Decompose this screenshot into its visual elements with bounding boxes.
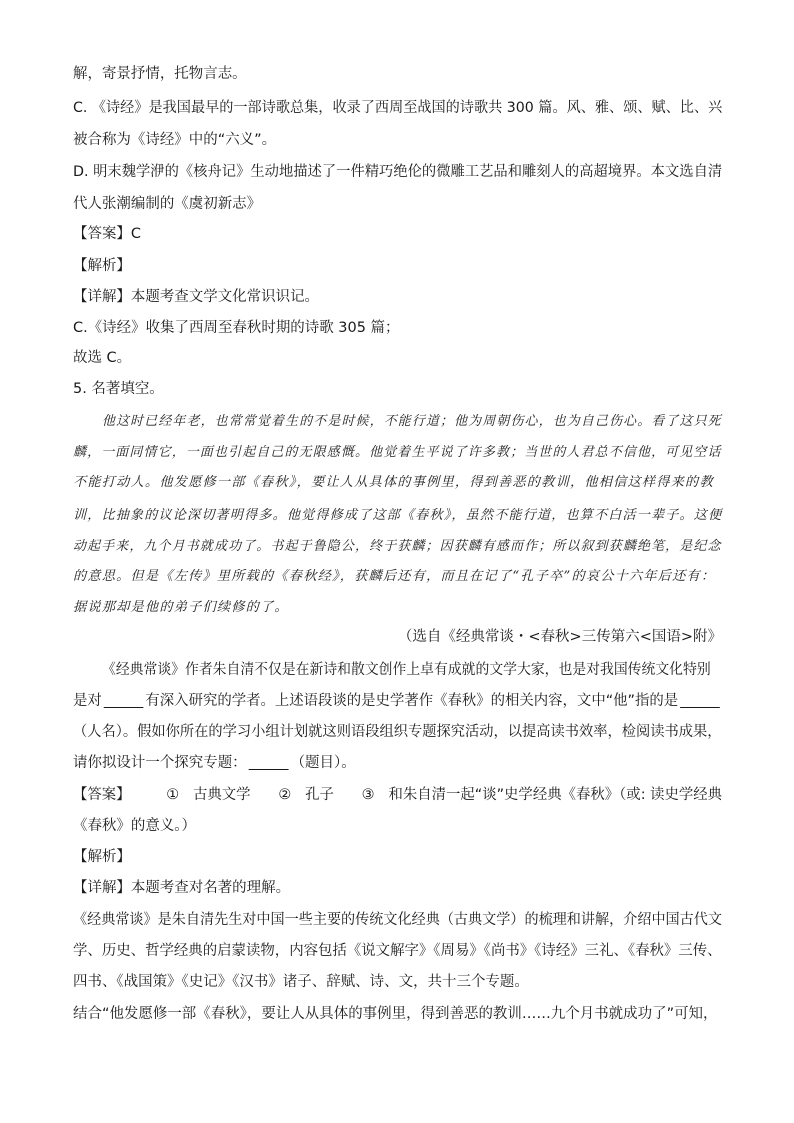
question-paragraph <box>73 691 718 711</box>
quote-source: （选自《经典常谈・<春秋>三传第六<国语>附》 <box>397 629 722 645</box>
answer-item: 和朱自清一起“谈”史学经典《春秋》（或: 读史学经典 <box>388 787 723 803</box>
text-line: 学、历史、哲学经典的启蒙读物，内容包括《说文解字》《周易》《尚书》《诗经》三礼、《春秋》三传、 <box>73 943 722 959</box>
question-paragraph <box>73 753 722 773</box>
question-title: 5. 名著填空。 <box>73 381 164 397</box>
detail-line: 【详解】本题考查对名著的理解。 <box>73 880 291 896</box>
detail-line: 【详解】本题考查文学文化常识识记。 <box>73 289 320 305</box>
text-span: （题目）。 <box>290 755 356 771</box>
answer-number: ① <box>166 787 180 803</box>
option-c-line: C. 《诗经》是我国最早的一部诗歌总集，收录了西周至战国的诗歌共 300 篇。风、雅、颂、赋、比、兴 <box>73 100 723 116</box>
quote-line: 不能打动人。他发愿修一部《春秋》，要让人从具体的事例里，得到善恶的教训，他相信这样得来的教 <box>73 475 714 490</box>
answer-number: ③ <box>361 787 375 803</box>
text-line: 四书、《战国策》《史记》《汉书》诸子、辞赋、诗、文，共十三个专题。 <box>73 974 529 990</box>
quote-line: 他这时已经年老，也常常觉着生的不是时候，不能行道；他为周朝伤心，也为自己伤心。看了这只死 <box>102 414 722 429</box>
option-d-line: D. 明末魏学洢的《核舟记》生动地描述了一件精巧绝伦的微雕工艺品和雕刻人的高超境界。本文选自清 <box>73 164 723 180</box>
text-line: 结合“他发愿修一部《春秋》，要让人从具体的事例里，得到善恶的教训……九个月书就成功了”可知， <box>73 1006 718 1022</box>
text-line: 《经典常谈》是朱自清先生对中国一些主要的传统文化经典（古典文学）的梳理和讲解，介绍中国古代文 <box>73 912 722 928</box>
quote-line: 动起手来，九个月书就成功了。书起于鲁隐公，终于获麟；因获麟有感而作；所以叙到获麟绝笔，是纪念 <box>73 539 722 554</box>
text-line: 代人张潮编制的《虞初新志》 <box>73 196 262 212</box>
analysis-label: 【解析】 <box>73 849 131 865</box>
answer-line <box>73 785 723 805</box>
quote-line: 麟，一面同情它，一面也引起自己的无限感慨。他觉着生平说了许多教；当世的人君总不信他，可见空话 <box>73 445 722 460</box>
text-line: C.《诗经》收集了西周至春秋时期的诗歌 305 篇； <box>73 320 400 336</box>
answer-label: 【答案】C <box>73 226 141 242</box>
fill-blank-3[interactable] <box>249 755 289 770</box>
question-paragraph: （人名）。假如你所在的学习小组计划就这则语段组织专题探究活动，以提高读书效率，检阅读书成果， <box>73 724 722 740</box>
fill-blank-1[interactable] <box>104 693 144 708</box>
answer-label: 【答案】 <box>73 787 131 803</box>
text-line: 解，寄景抒情，托物言志。 <box>73 66 247 82</box>
answer-item: 孔子 <box>305 787 334 803</box>
quote-line: 的意思。但是《左传》里所载的《春秋经》，获麟后还有，而且在记了“孔子卒”的哀公十六年后还有： <box>73 569 716 584</box>
answer-number: ② <box>278 787 292 803</box>
question-paragraph: 《经典常谈》作者朱自清不仅是在新诗和散文创作上卓有成就的文学大家，也是对我国传统文化特别 <box>102 662 711 678</box>
text-span: 请你拟设计一个探究专题： <box>73 755 247 771</box>
analysis-label: 【解析】 <box>73 258 131 274</box>
text-line: 故选 C。 <box>73 350 132 366</box>
text-span: 是对 <box>73 693 102 709</box>
answer-line: 《春秋》的意义。） <box>73 818 197 834</box>
text-span: 有深入研究的学者。上述语段谈的是史学著作《春秋》的相关内容，文中“他”指的是 <box>145 693 679 709</box>
quote-line: 训，比抽象的议论深切著明得多。他觉得修成了这部《春秋》，虽然不能行道，也算不白活一辈子。这便 <box>73 508 723 523</box>
fill-blank-2[interactable] <box>680 693 720 708</box>
answer-item: 古典文学 <box>193 787 251 803</box>
quote-line: 据说那却是他的弟子们续修的了。 <box>73 600 289 615</box>
text-line: 被合称为《诗经》中的“六义”。 <box>73 132 277 148</box>
